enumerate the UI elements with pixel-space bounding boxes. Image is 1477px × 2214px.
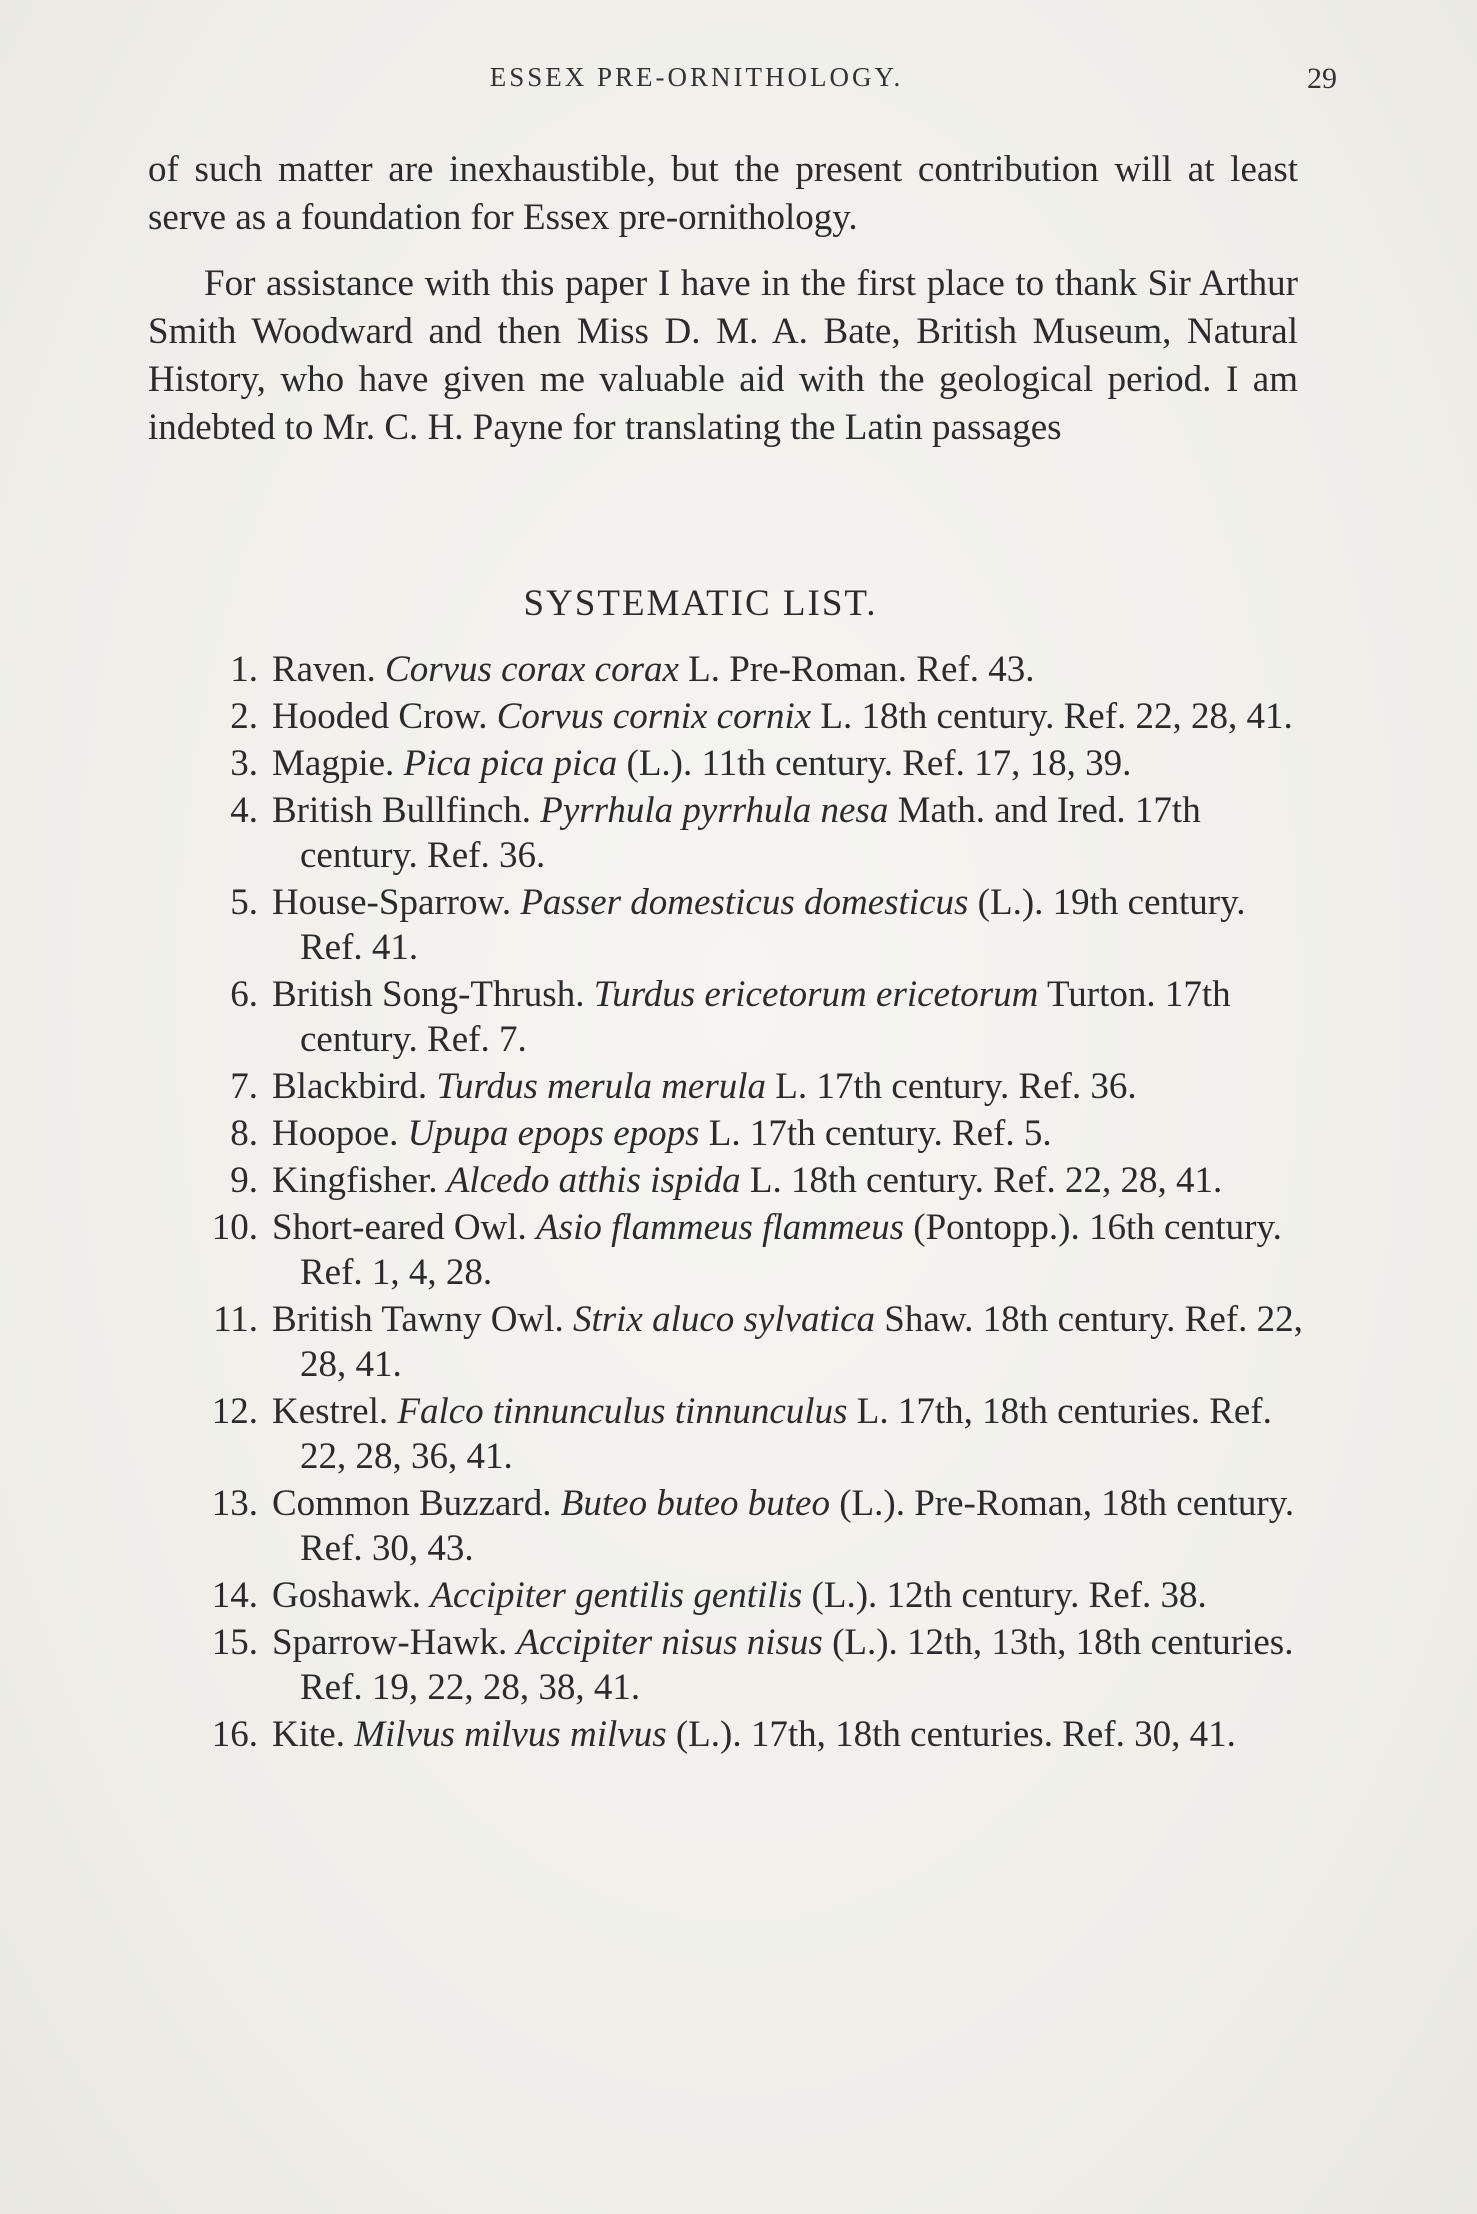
- scientific-name: Turdus merula merula: [436, 1066, 767, 1107]
- list-item: [0, 1158, 1306, 1203]
- entry-number: 11.: [213, 1299, 258, 1340]
- common-name: Hooded Crow.: [272, 696, 488, 737]
- scientific-name: Accipiter gentilis gentilis: [430, 1575, 803, 1616]
- scientific-name: Corvus corax corax: [385, 649, 679, 690]
- common-name: Sparrow-Hawk.: [272, 1622, 508, 1663]
- entry-details: (L.). 19th century. Ref. 41.: [300, 882, 1246, 968]
- list-item: [0, 1205, 1306, 1295]
- common-name: Kite.: [272, 1714, 345, 1755]
- entry-number: 5.: [230, 882, 258, 923]
- systematic-list: [0, 647, 1477, 1759]
- scientific-name: Asio flammeus flammeus: [536, 1207, 904, 1248]
- entry-details: Turton. 17th century. Ref. 7.: [300, 974, 1231, 1060]
- list-item: [0, 788, 1306, 878]
- list-item: [0, 1712, 1306, 1757]
- entry-details: (L.). 11th century. Ref. 17, 18, 39.: [617, 743, 1132, 784]
- entry-number: 13.: [211, 1483, 258, 1524]
- entry-number: 8.: [230, 1113, 258, 1154]
- list-item: [0, 1111, 1306, 1156]
- entry-details: Shaw. 18th century. Ref. 22, 28, 41.: [300, 1299, 1303, 1385]
- scientific-name: Pyrrhula pyrrhula nesa: [540, 790, 889, 831]
- list-item: [0, 694, 1306, 739]
- common-name: Common Buzzard.: [272, 1483, 552, 1524]
- entry-number: 1.: [230, 649, 258, 690]
- list-item: [0, 1297, 1306, 1387]
- scientific-name: Corvus cornix cornix: [496, 696, 812, 737]
- list-item: [0, 1389, 1306, 1479]
- common-name: House-Sparrow.: [272, 882, 512, 923]
- scientific-name: Milvus milvus milvus: [354, 1714, 667, 1755]
- entry-number: 10.: [211, 1207, 258, 1248]
- common-name: Magpie.: [272, 743, 395, 784]
- entry-number: 16.: [211, 1714, 258, 1755]
- list-item: [0, 880, 1306, 970]
- common-name: Short-eared Owl.: [272, 1207, 527, 1248]
- scientific-name: Accipiter nisus nisus: [516, 1622, 823, 1663]
- scientific-name: Pica pica pica: [403, 743, 618, 784]
- common-name: Hoopoe.: [272, 1113, 399, 1154]
- entry-details: L. 18th century. Ref. 22, 28, 41.: [811, 696, 1293, 737]
- entry-details: (L.). 12th, 13th, 18th centuries. Ref. 19, 22, 28, 38, 41.: [300, 1622, 1294, 1708]
- entry-details: (L.). 17th, 18th centuries. Ref. 30, 41.: [666, 1714, 1236, 1755]
- page-number: 29: [1307, 62, 1337, 95]
- scientific-name: Passer domesticus domesticus: [520, 882, 969, 923]
- entry-details: Math. and Ired. 17th century. Ref. 36.: [300, 790, 1201, 876]
- list-item: [0, 1064, 1306, 1109]
- common-name: British Tawny Owl.: [272, 1299, 564, 1340]
- paragraph-acknowledgements: For assistance with this paper I have in the first place to thank Sir Arthur Smith Woodward and then Miss D. M. A. Bate, British Museum, Natural History, who have given me valuable aid with the geological period. I am indebted to Mr. C. H. Payne for translating the Latin passages: [148, 263, 1298, 448]
- entry-number: 14.: [211, 1575, 258, 1616]
- scientific-name: Alcedo atthis ispida: [446, 1160, 741, 1201]
- entry-number: 15.: [211, 1622, 258, 1663]
- common-name: British Bullfinch.: [272, 790, 531, 831]
- scientific-name: Turdus ericetorum ericetorum: [593, 974, 1039, 1015]
- entry-details: L. 17th, 18th centuries. Ref. 22, 28, 36, 41.: [300, 1391, 1272, 1477]
- common-name: Goshawk.: [272, 1575, 422, 1616]
- list-item: [0, 1481, 1306, 1571]
- entry-details: (L.). Pre-Roman, 18th century. Ref. 30, 43.: [300, 1483, 1295, 1569]
- common-name: Kestrel.: [272, 1391, 389, 1432]
- paragraph-continuation: of such matter are inexhaustible, but the present contribution will at least serve as a foundation for Essex pre-ornithology.: [148, 149, 1298, 238]
- scientific-name: Strix aluco sylvatica: [572, 1299, 876, 1340]
- list-item: [0, 741, 1306, 786]
- list-item: [0, 1573, 1306, 1618]
- entry-details: (Pontopp.). 16th century. Ref. 1, 4, 28.: [300, 1207, 1282, 1293]
- entry-number: 7.: [230, 1066, 258, 1107]
- entry-details: L. 17th century. Ref. 5.: [699, 1113, 1052, 1154]
- entry-number: 6.: [230, 974, 258, 1015]
- running-title: [0, 62, 1477, 93]
- entry-number: 3.: [230, 743, 258, 784]
- entry-number: 2.: [230, 696, 258, 737]
- scientific-name: Upupa epops epops: [407, 1113, 700, 1154]
- common-name: Blackbird.: [272, 1066, 428, 1107]
- common-name: Kingfisher.: [272, 1160, 438, 1201]
- entry-details: L. Pre-Roman. Ref. 43.: [678, 649, 1035, 690]
- scientific-name: Buteo buteo buteo: [560, 1483, 830, 1524]
- entry-details: L. 17th century. Ref. 36.: [766, 1066, 1137, 1107]
- common-name: Raven.: [272, 649, 376, 690]
- running-title-text: ESSEX PRE-ORNITHOLOGY.: [489, 62, 904, 92]
- common-name: British Song-Thrush.: [272, 974, 585, 1015]
- list-item: [0, 972, 1306, 1062]
- section-heading: [0, 582, 1477, 625]
- entry-number: 4.: [230, 790, 258, 831]
- list-item: [0, 1620, 1306, 1710]
- list-item: [0, 647, 1306, 692]
- entry-details: L. 18th century. Ref. 22, 28, 41.: [740, 1160, 1223, 1201]
- body-text: [148, 146, 1298, 452]
- entry-details: (L.). 12th century. Ref. 38.: [802, 1575, 1207, 1616]
- entry-number: 9.: [230, 1160, 258, 1201]
- running-head: [0, 62, 1477, 102]
- scientific-name: Falco tinnunculus tinnunculus: [397, 1391, 848, 1432]
- section-heading-text: SYSTEMATIC LIST.: [523, 583, 878, 624]
- entry-number: 12.: [211, 1391, 258, 1432]
